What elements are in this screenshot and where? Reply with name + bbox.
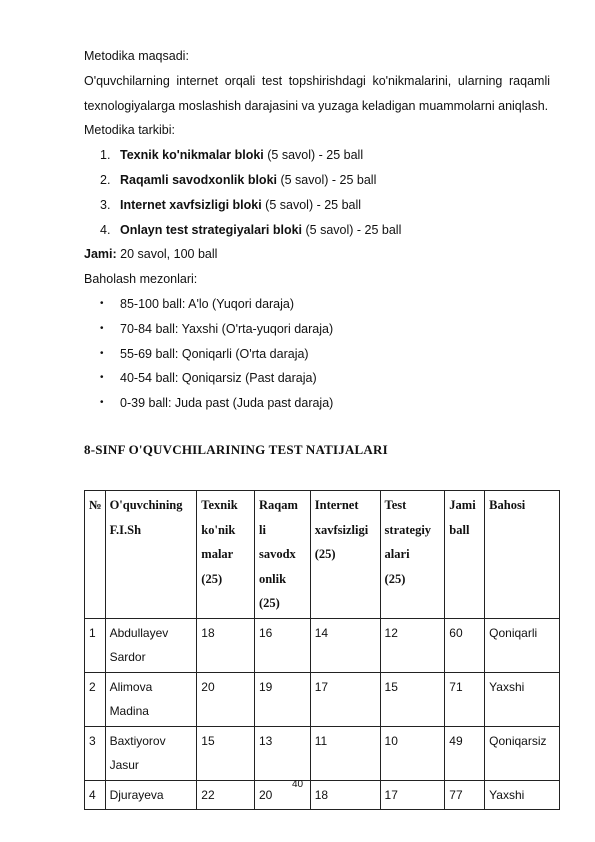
method-name: Onlayn test strategiyalari bloki [120,222,303,237]
method-name: Internet xavfsizligi bloki [120,197,262,212]
cell-line: Madina [109,704,149,718]
method-details: (5 savol) - 25 ball [277,172,377,187]
cell-test-strategies: 12 [380,618,445,672]
method-name: Texnik ko'nikmalar bloki [120,148,264,163]
header-line: Internet [314,498,359,512]
header-total-score [445,491,485,619]
cell-total-score: 60 [445,618,485,672]
cell-technical-skills: 18 [197,618,255,672]
header-number [85,491,106,619]
header-line: Bahosi [489,498,526,512]
method-item [100,218,550,243]
header-line: savodx [258,547,296,561]
page-content [84,44,550,460]
cell-total-score: 77 [445,780,485,810]
bullet-icon: • [100,322,104,334]
header-grade [485,491,560,619]
table-row [85,726,560,780]
cell-line: Baxtiyorov [109,733,166,748]
criteria-item [100,391,550,416]
header-line: strategiy [384,522,432,537]
cell-number: 4 [85,780,106,810]
header-line: alari [384,547,410,561]
bullet-icon: • [100,372,104,384]
cell-digital-literacy: 20 [254,780,310,810]
cell-student-name [105,618,197,672]
cell-total-score: 71 [445,672,485,726]
criteria-text: 55-69 ball: Qoniqarli (O'rta daraja) [120,346,309,361]
cell-number: 1 [85,618,106,672]
method-details: (5 savol) - 25 ball [302,222,402,237]
criteria-list [84,292,550,416]
method-name: Raqamli savodxonlik bloki [120,172,277,187]
header-line: malar [201,547,234,561]
criteria-heading: Baholash mezonlari: [84,272,198,287]
cell-technical-skills: 15 [197,726,255,780]
cell-technical-skills: 22 [197,780,255,810]
header-line: Jami [449,498,476,512]
header-line: Raqam [258,498,298,512]
criteria-text: 40-54 ball: Qoniqarsiz (Past daraja) [120,371,317,386]
structure-heading: Metodika tarkibi: [84,123,176,138]
cell-internet-security: 17 [310,672,380,726]
criteria-item [100,292,550,317]
methods-list [84,143,550,242]
cell-grade: Yaxshi [485,672,560,726]
header-line: (25) [201,571,223,586]
header-internet-security [310,491,380,619]
cell-internet-security: 11 [310,726,380,780]
criteria-item [100,342,550,367]
header-line: ball [449,522,470,537]
cell-line: Alimova [109,679,153,694]
header-line: xavfsizligi [314,522,369,537]
header-line: (25) [384,571,406,586]
header-student-name [105,491,197,619]
criteria-text: 0-39 ball: Juda past (Juda past daraja) [120,396,334,411]
cell-line: Sardor [109,650,146,664]
goal-heading: Metodika maqsadi: [84,49,189,63]
header-line: onlik [258,571,287,586]
table-row [85,618,560,672]
table-title: 8-SINF O'QUVCHILARINING TEST NATIJALARI [84,441,388,457]
cell-grade: Yaxshi [485,780,560,810]
method-item [100,143,550,168]
header-line: (25) [314,547,336,561]
header-line: Test [384,498,407,512]
cell-internet-security: 14 [310,618,380,672]
bullet-icon: • [100,397,104,409]
method-number: 4. [100,222,111,237]
header-line: O'quvchining [109,498,183,512]
total-text: 20 savol, 100 ball [116,247,218,262]
criteria-text: 85-100 ball: A'lo (Yuqori daraja) [120,296,295,311]
page-number: 40 [291,779,304,790]
cell-technical-skills: 20 [197,672,255,726]
method-details: (5 savol) - 25 ball [261,197,362,212]
header-line: № [89,498,102,512]
bullet-icon: • [100,347,104,359]
method-number: 3. [100,197,111,212]
cell-grade: Qoniqarsiz [485,726,560,780]
goal-text: O'quvchilarning internet orqali test topshirishdagi ko'nikmalarini, ularning raqamli texnologiyalarga moslashish darajasini va yuzaga keladigan muammolarni aniqlash. [84,73,550,113]
cell-test-strategies: 10 [380,726,445,780]
cell-internet-security: 18 [310,780,380,810]
header-line: Texnik [201,498,238,512]
method-number: 1. [100,148,111,163]
criteria-text: 70-84 ball: Yaxshi (O'rta-yuqori daraja) [120,321,334,336]
header-technical-skills [197,491,255,619]
cell-line: Djurayeva [109,787,164,802]
method-details: (5 savol) - 25 ball [263,148,364,163]
criteria-item [100,317,550,342]
header-line: F.I.Sh [109,522,142,537]
cell-line: Abdullayev [109,625,169,640]
cell-line: Jasur [109,758,139,772]
cell-student-name [105,672,197,726]
cell-test-strategies: 15 [380,672,445,726]
method-item [100,193,550,218]
cell-digital-literacy: 16 [254,618,310,672]
cell-student-name [105,726,197,780]
criteria-item [100,366,550,391]
cell-number: 3 [85,726,106,780]
header-digital-literacy [254,491,310,619]
header-line: li [258,522,266,537]
results-table [84,490,560,810]
cell-grade: Qoniqarli [485,618,560,672]
bullet-icon: • [100,297,104,309]
cell-total-score: 49 [445,726,485,780]
total-label: Jami: [84,247,117,262]
table-header-row [85,491,560,619]
header-test-strategies [380,491,445,619]
cell-test-strategies: 17 [380,780,445,810]
method-number: 2. [100,172,111,187]
total-line [84,242,550,267]
cell-digital-literacy: 13 [254,726,310,780]
cell-digital-literacy: 19 [254,672,310,726]
header-line: (25) [258,596,280,610]
table-row [85,672,560,726]
cell-number: 2 [85,672,106,726]
header-line: ko'nik [201,522,236,537]
method-item [100,168,550,193]
